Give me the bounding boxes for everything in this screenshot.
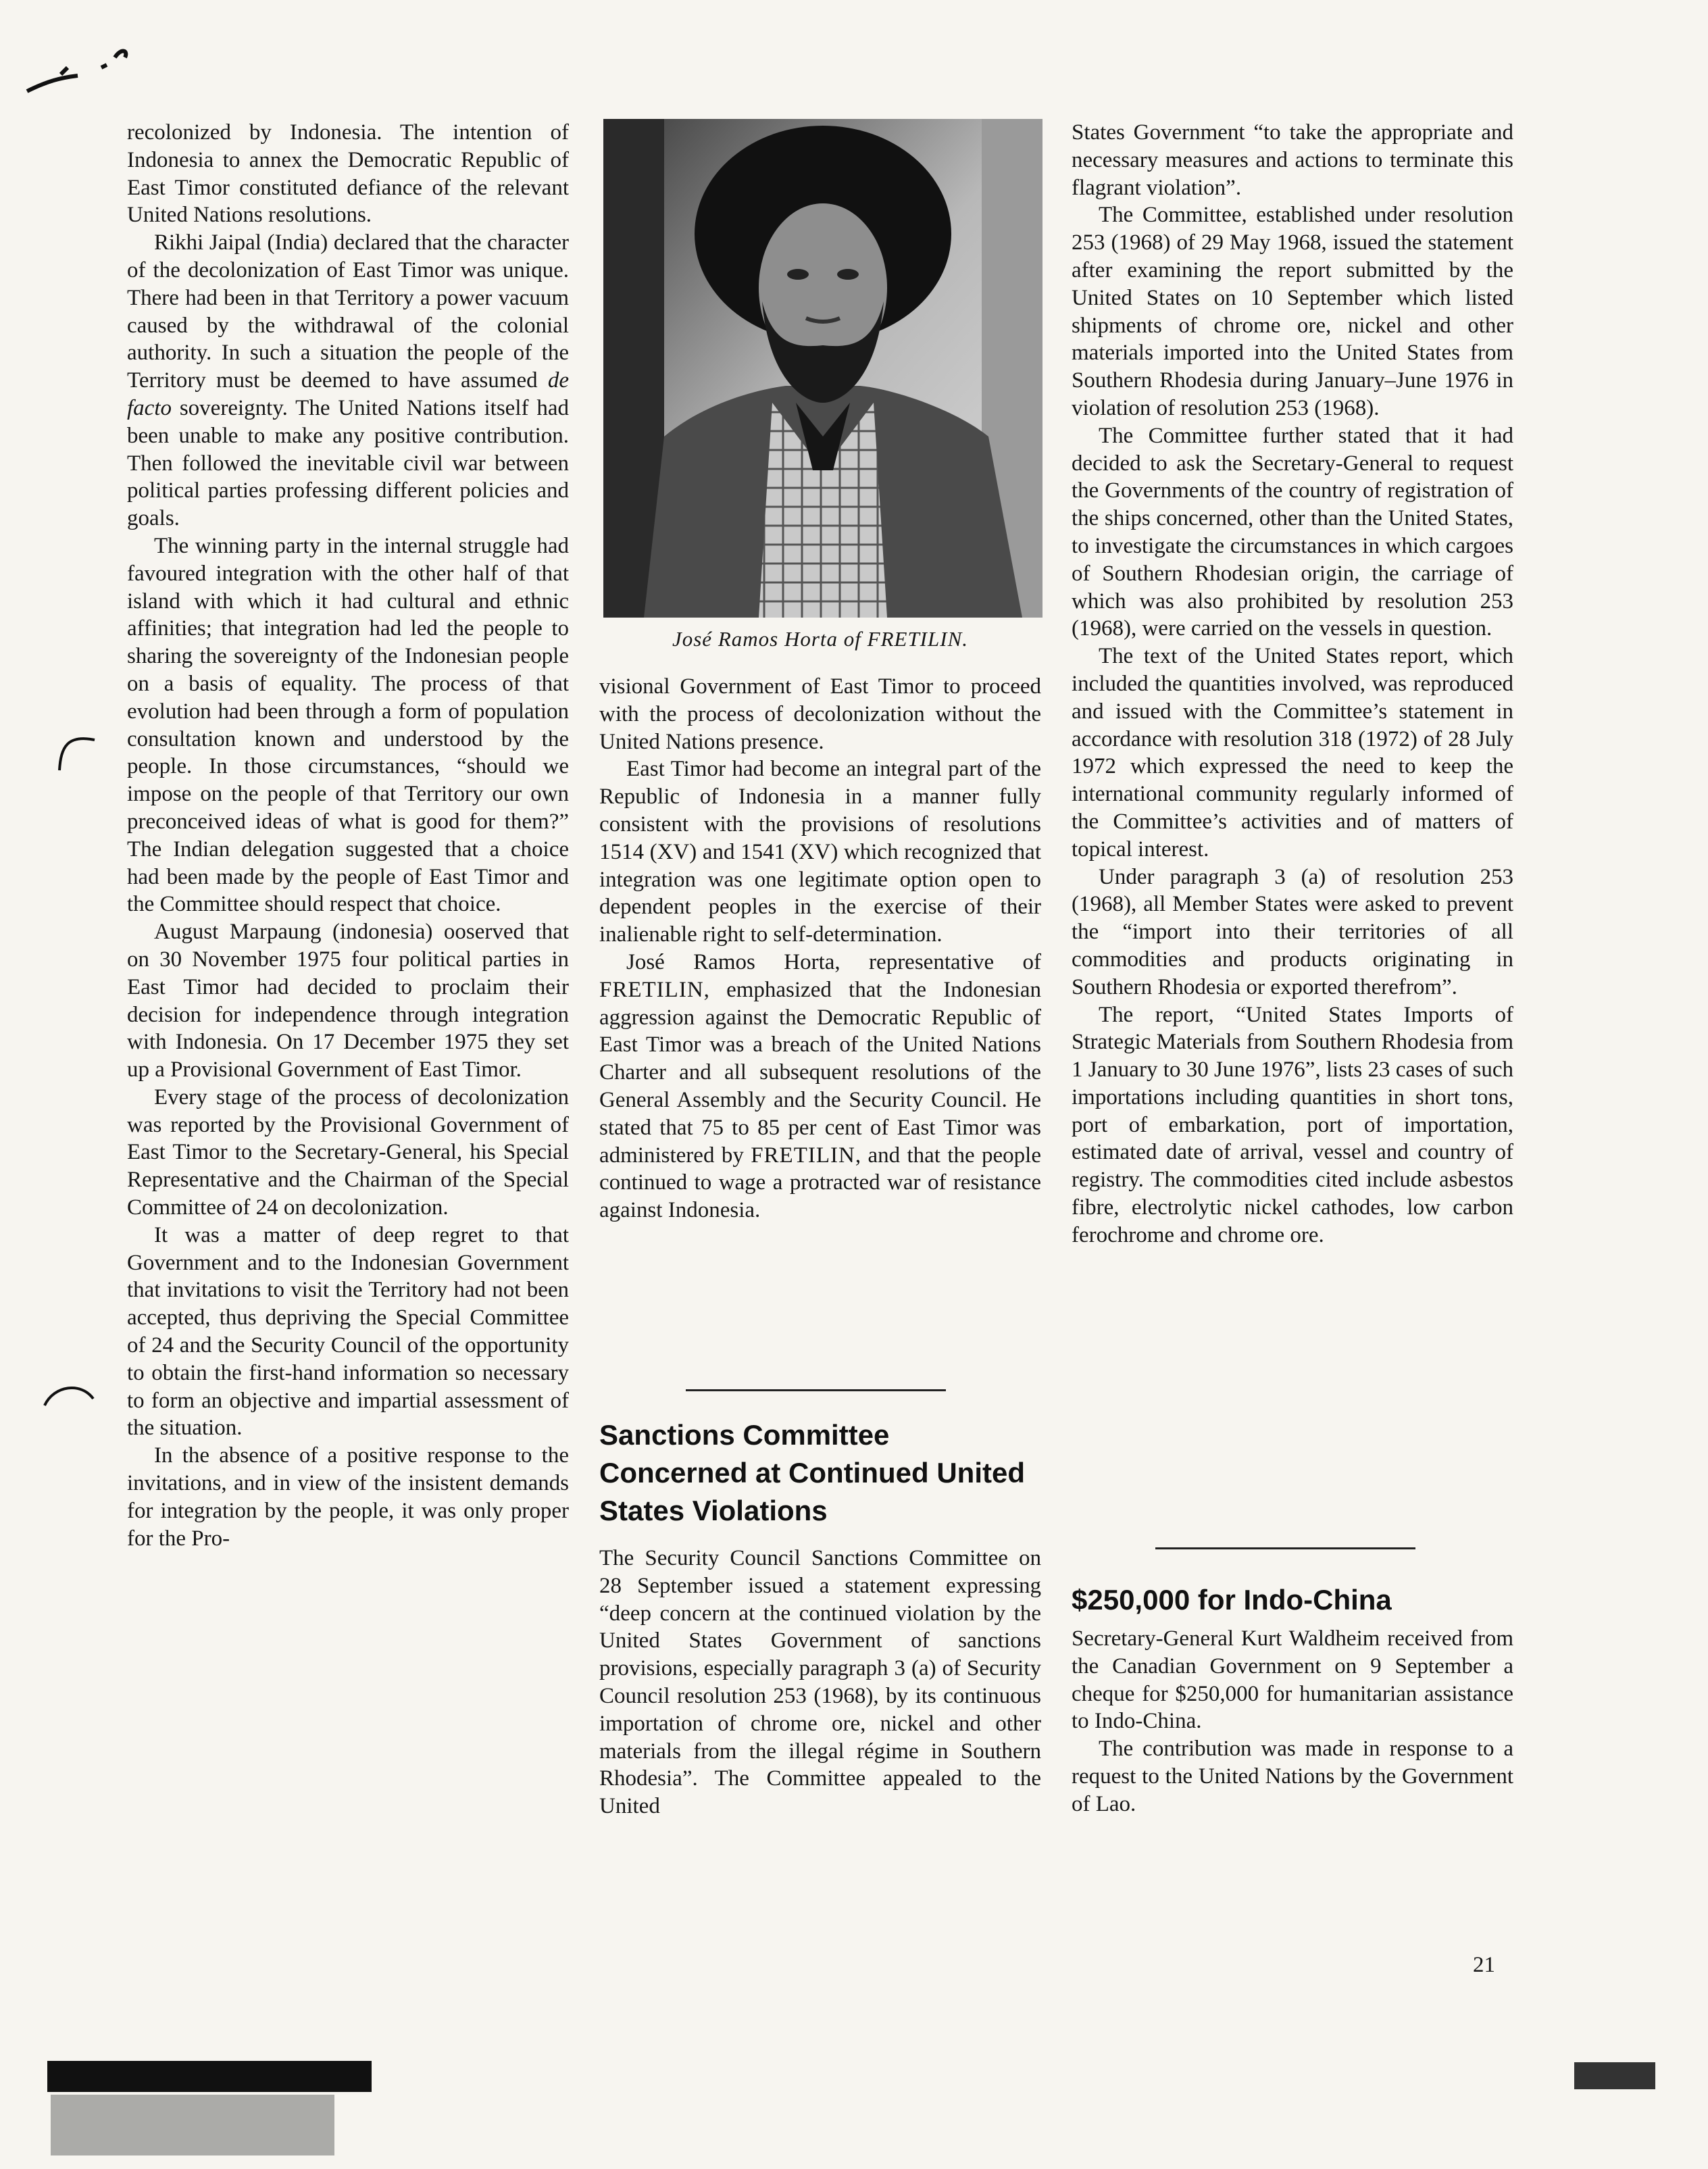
photo-caption: José Ramos Horta of FRETILIN. [672,627,968,651]
portrait-photo [603,119,1043,618]
paragraph: August Marpaung (indonesia) ooserved that on 30 November 1975 four political parties in East Timor had decided to proclaim their decision for independence through integration with Indonesia. On 17 December 1975 they set up a Provisional Government of East Timor. [127,920,569,1082]
paragraph: States Government “to take the appropriate and necessary measures and actions to terminate this flagrant violation”. [1072,120,1513,200]
paragraph: It was a matter of deep regret to that Government and to the Indonesian Government that invitations to visit the Territory had not been accepted, thus depriving the Special Committee of 24 and the Security Council of the opportunity to obtain the first-hand information so necessary to form an objective and impartial assessment of the situation. [127,1222,569,1441]
margin-arc-icon [41,1378,101,1426]
indochina-headline-block [1072,1581,1513,1630]
paragraph: The contribution was made in response to a request to the United Nations by the Government of Lao. [1072,1737,1513,1816]
sanctions-headline-block [599,1416,1041,1541]
paragraph: The Committee, established under resolution 253 (1968) of 29 May 1968, issued the statement after examining the report submitted by the United States on 10 September which listed shipments of chrome ore, nickel and other materials imported into the United States from Southern Rhodesia during January–June 1976 in violation of resolution 253 (1968). [1072,203,1513,420]
scan-bar-right [1574,2062,1655,2089]
scan-bar-left [47,2061,372,2092]
paragraph: Under paragraph 3 (a) of resolution 253 (1968), all Member States were asked to prevent the “import into their territories of all commodities and products originating in Southern Rhodesia or exported therefrom”. [1072,864,1513,999]
column-right [1072,119,1513,1249]
section-divider [686,1389,946,1391]
scan-noise-left [51,2095,334,2155]
paragraph: recolonized by Indonesia. The intention of Indonesia to annex the Democratic Republic of East Timor constituted defiance of the relevant United Nations resolutions. [127,120,569,228]
paragraph: Rikhi Jaipal (India) declared that the character of the decolonization of East Timor was unique. There had been in that Territory a power vacuum caused by the withdrawal of the colonial authority. In such a situation the people of the Territory must be deemed to have assumed de facto sovereignty. The United Nations itself had been unable to make any positive contribution. Then followed the inevitable civil war between political parties professing different policies and goals. [127,230,569,531]
paragraph: The Security Council Sanctions Committee on 28 September issued a statement expressing “deep concern at the continued violation by the United States Government of sanctions provisions, especially paragraph 3 (a) of Security Council resolution 253 (1968), by its continuous importation of chrome ore, nickel and other materials from the illegal régime in Southern Rhodesia”. The Committee appealed to the United [599,1546,1041,1819]
section-divider [1155,1547,1415,1549]
paragraph: Every stage of the process of decolonization was reported by the Provisional Government of East Timor to the Secretary-General, his Special Representative and the Chairman of the Special Committee of 24 on decolonization. [127,1084,569,1220]
column-middle-article [599,1545,1041,1820]
paragraph: José Ramos Horta, representative of FRETILIN, emphasized that the Indonesian aggression against the Democratic Republic of East Timor was a breach of the United Nations Charter and all subsequent resolutions of the General Assembly and the Security Council. He stated that 75 to 85 per cent of East Timor was administered by FRETILIN, and that the people continued to wage a protracted war of resistance against Indonesia. [599,949,1041,1223]
organization-name: FRETILIN [751,1143,855,1168]
paragraph: The text of the United States report, which included the quantities involved, was reproduced and issued with the Committee’s statement in accordance with resolution 318 (1972) of 28 July 1972 which expressed the need to keep the international community regularly informed of the Committee’s activities and of matters of topical interest. [1072,644,1513,862]
column-middle [599,673,1041,1224]
paragraph: The report, “United States Imports of Strategic Materials from Southern Rhodesia from 1 January to 30 June 1976”, lists 23 cases of such importations including quantities in short tons, port of embarkation, port of importation, estimated date of arrival, vessel and country of registry. The commodities cited include asbestos fibre, electrolytic nickel cathodes, low carbon ferochrome and chrome ore. [1072,1002,1513,1247]
organization-name: FRETILIN [599,977,704,1002]
column-left [127,119,569,1552]
article-headline: $250,000 for Indo-China [1072,1584,1392,1616]
article-headline: Sanctions Committee Concerned at Continued United States Violations [599,1419,1025,1526]
margin-bracket-icon [54,726,108,774]
paragraph: East Timor had become an integral part of the Republic of Indonesia in a manner fully consistent with the provisions of resolutions 1514 (XV) and 1541 (XV) which recognized that integration was one legitimate option open to dependent peoples in the exercise of their inalienable right to self-determination. [599,757,1041,947]
pen-mark-icon [20,27,128,101]
emphasis: de facto [127,368,569,420]
paragraph: Secretary-General Kurt Waldheim received from the Canadian Government on 9 September a cheque for $250,000 for humanitarian assistance to Indo-China. [1072,1626,1513,1734]
page-number: 21 [1473,1953,1495,1977]
paragraph: In the absence of a positive response to the invitations, and in view of the insistent demands for integration by the people, it was only proper for the Pro- [127,1443,569,1551]
portrait-image [603,119,1043,618]
paragraph: visional Government of East Timor to proceed with the process of decolonization without the United Nations presence. [599,674,1041,754]
paragraph: The Committee further stated that it had decided to ask the Secretary-General to request the Governments of the country of registration of the ships concerned, other than the United States, to investigate the circumstances in which cargoes of Southern Rhodesian origin, the carriage of which was also prohibited by resolution 253 (1968), were carried on the vessels in question. [1072,423,1513,641]
column-right-article [1072,1625,1513,1818]
paragraph: The winning party in the internal struggle had favoured integration with the other half of that island with which it had cultural and ethnic affinities; that integration had led the people to sharing the sovereignty of the Indonesian people on a basis of equality. The process of that evolution had been through a form of population consultation known and understood by the people. In those circumstances, “should we impose on the people of that Territory our own preconceived ideas of what is good for them?” The Indian delegation suggested that a choice had been made by the people of East Timor and the Committee should respect that choice. [127,533,569,917]
